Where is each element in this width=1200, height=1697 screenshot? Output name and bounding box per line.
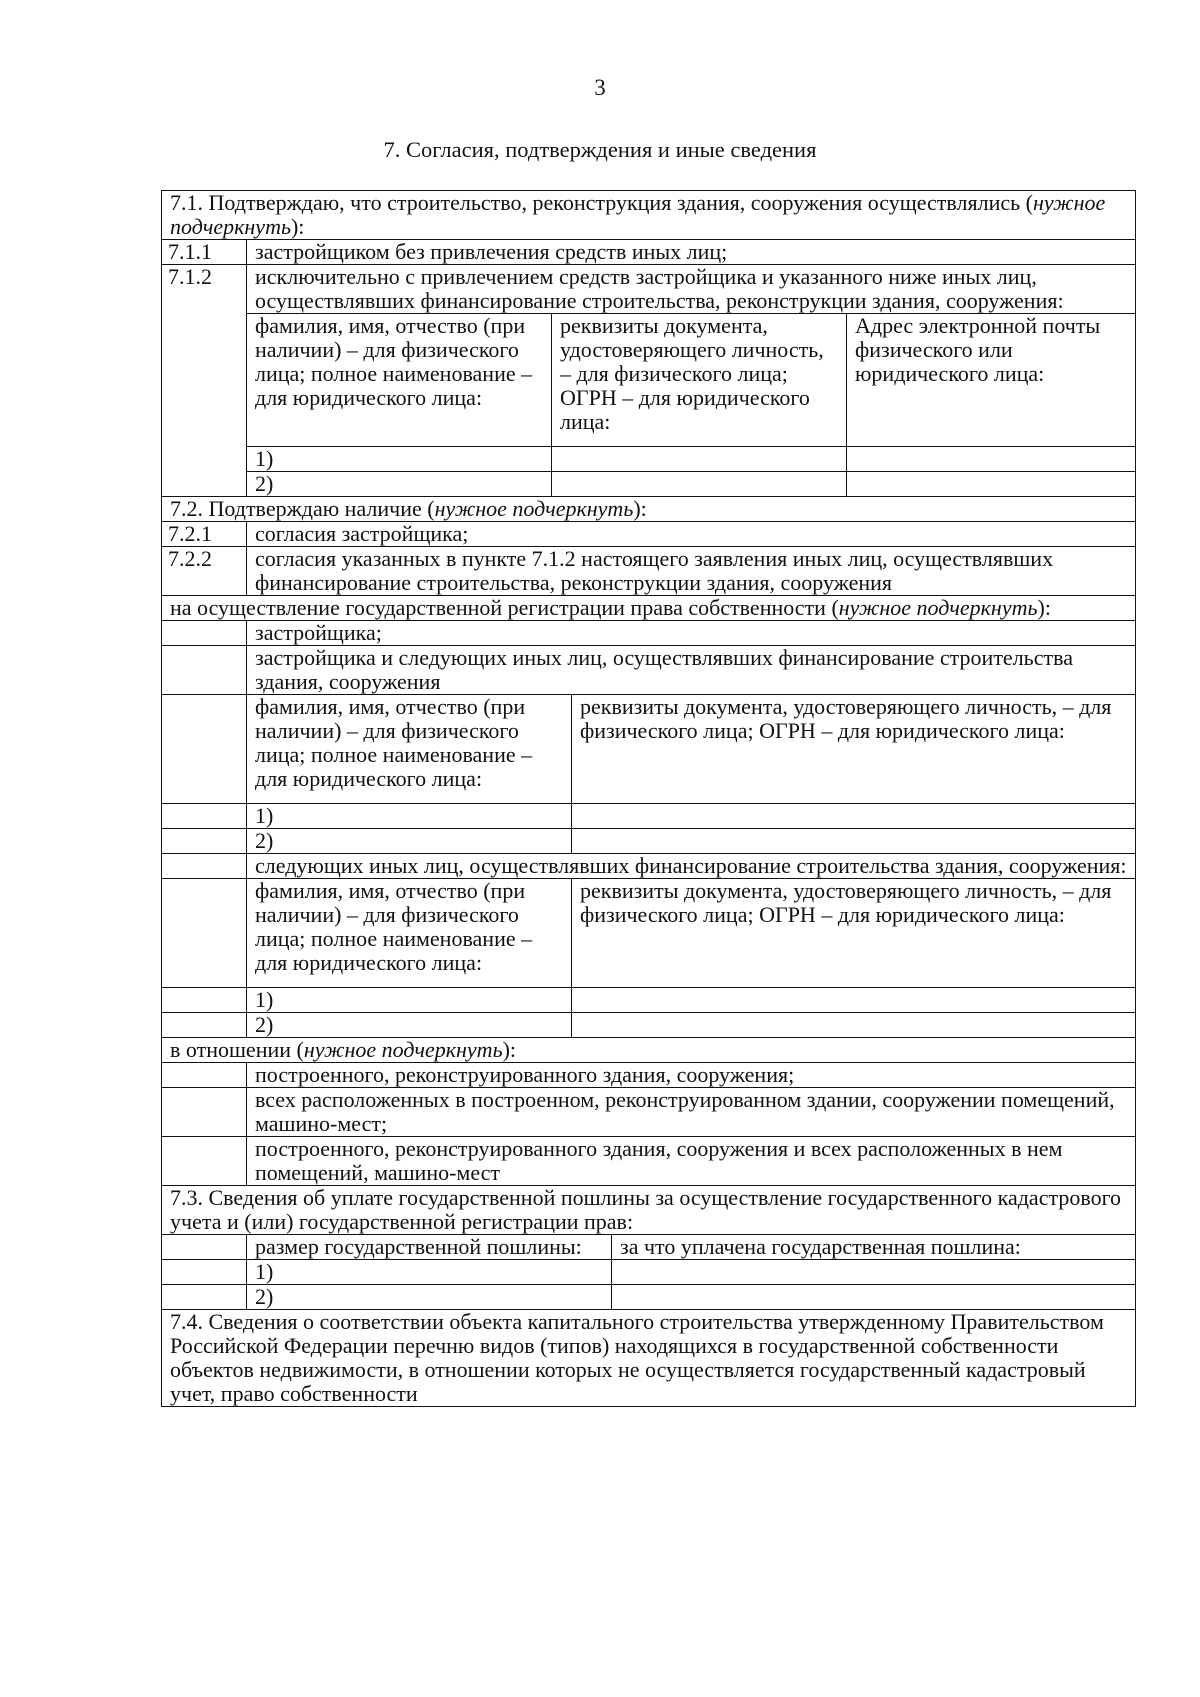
option-row xyxy=(162,1088,1136,1137)
empty-mark-cell[interactable] xyxy=(162,646,247,695)
empty-mark-cell[interactable] xyxy=(162,1088,247,1137)
item-7-2-1-text: согласия застройщика; xyxy=(247,522,1136,547)
table-row xyxy=(162,804,1136,829)
item-7-1-1-row xyxy=(162,240,1136,265)
empty-cell xyxy=(162,1260,247,1285)
section-7-2-header-row xyxy=(162,497,1136,522)
empty-mark-cell[interactable] xyxy=(162,1063,247,1088)
item-7-1-2-text: исключительно с привлечением средств застройщика и указанного ниже иных лиц, осуществлявших финансирование строительства, реконструкции здания, сооружения: xyxy=(247,265,1136,314)
option-premises: всех расположенных в построенном, реконструированном здании, сооружении помещений, машино-мест; xyxy=(247,1088,1136,1137)
page-number: 3 xyxy=(594,75,606,100)
option-developer: застройщика; xyxy=(247,621,1136,646)
table-row xyxy=(162,988,1136,1013)
section-7-1-header: 7.1. Подтверждаю, что строительство, реконструкция здания, сооружения осуществлялись (нужное подчеркнуть): xyxy=(162,191,1136,240)
table-row xyxy=(162,829,1136,854)
item-7-2-1-row xyxy=(162,522,1136,547)
empty-entry-cell[interactable] xyxy=(572,804,1136,829)
table-row xyxy=(162,1260,1136,1285)
item-7-1-1-number: 7.1.1 xyxy=(162,240,247,265)
item-7-2-2-row xyxy=(162,547,1136,596)
item-7-1-1-text: застройщиком без привлечения средств иных лиц; xyxy=(247,240,1136,265)
empty-entry-cell[interactable] xyxy=(612,1285,1136,1310)
empty-entry-cell[interactable] xyxy=(612,1260,1136,1285)
empty-mark-cell[interactable] xyxy=(162,854,247,879)
investor-name-column-header: фамилия, имя, отчество (при наличии) – для физического лица; полное наименование – для юридического лица: xyxy=(247,695,572,804)
section-7-3-header-row xyxy=(162,1186,1136,1235)
row-number-cell: 1) xyxy=(247,988,572,1013)
investor-name-column-header: фамилия, имя, отчество (при наличии) – для физического лица; полное наименование – для юридического лица: xyxy=(247,314,552,447)
investors-header-row xyxy=(162,695,1136,804)
table-row xyxy=(162,1285,1136,1310)
item-7-1-2-number: 7.1.2 xyxy=(162,265,247,497)
row-number-cell: 2) xyxy=(247,1013,572,1038)
fee-amount-column-header: размер государственной пошлины: xyxy=(247,1235,612,1260)
relation-header: в отношении (нужное подчеркнуть): xyxy=(162,1038,1136,1063)
investor-document-column-header: реквизиты документа, удостоверяющего личность, – для физического лица; ОГРН – для юридического лица: xyxy=(552,314,847,447)
section-7-4-text: 7.4. Сведения о соответствии объекта капитального строительства утвержденному Правительством Российской Федерации перечню видов (типов) находящихся в государственной собственности объектов недвижимости, в отношении которых не осуществляется государственный кадастровый учет, право собственности xyxy=(162,1310,1136,1407)
option-building: построенного, реконструированного здания, сооружения; xyxy=(247,1063,1136,1088)
empty-entry-cell[interactable] xyxy=(552,472,847,497)
row-number-cell: 2) xyxy=(247,1285,612,1310)
section-7-3-header: 7.3. Сведения об уплате государственной пошлины за осуществление государственного кадастрового учета и (или) государственной регистрации прав: xyxy=(162,1186,1136,1235)
empty-entry-cell[interactable] xyxy=(572,829,1136,854)
table-row xyxy=(162,472,1136,497)
option-row xyxy=(162,1137,1136,1186)
empty-entry-cell[interactable] xyxy=(552,447,847,472)
option-row xyxy=(162,1063,1136,1088)
option-developer-and-others: застройщика и следующих иных лиц, осуществлявших финансирование строительства здания, сооружения xyxy=(247,646,1136,695)
row-number-cell: 2) xyxy=(247,472,552,497)
empty-entry-cell[interactable] xyxy=(572,988,1136,1013)
table-row xyxy=(162,447,1136,472)
empty-cell xyxy=(162,1235,247,1260)
fee-header-row xyxy=(162,1235,1136,1260)
empty-mark-cell[interactable] xyxy=(162,1137,247,1186)
empty-cell xyxy=(162,1285,247,1310)
option-row xyxy=(162,646,1136,695)
item-7-2-2-text: согласия указанных в пункте 7.1.2 настоящего заявления иных лиц, осуществлявших финансирование строительства, реконструкции здания, сооружения xyxy=(247,547,1136,596)
row-number-cell: 1) xyxy=(247,1260,612,1285)
option-row xyxy=(162,854,1136,879)
investors-7-1-2-header-row xyxy=(162,314,1136,447)
item-7-2-2-number: 7.2.2 xyxy=(162,547,247,596)
empty-cell xyxy=(162,695,247,804)
table-row xyxy=(162,1013,1136,1038)
row-number-cell: 1) xyxy=(247,447,552,472)
section-7-4-row xyxy=(162,1310,1136,1407)
empty-mark-cell[interactable] xyxy=(162,621,247,646)
registration-header-row xyxy=(162,596,1136,621)
section-title: 7. Согласия, подтверждения и иные сведения xyxy=(383,137,817,162)
row-number-cell: 2) xyxy=(247,829,572,854)
row-number-cell: 1) xyxy=(247,804,572,829)
option-row xyxy=(162,621,1136,646)
registration-header: на осуществление государственной регистрации права собственности (нужное подчеркнуть): xyxy=(162,596,1136,621)
empty-cell xyxy=(162,804,247,829)
option-other-persons: следующих иных лиц, осуществлявших финансирование строительства здания, сооружения: xyxy=(247,854,1136,879)
empty-entry-cell[interactable] xyxy=(572,1013,1136,1038)
empty-entry-cell[interactable] xyxy=(847,472,1136,497)
item-7-2-1-number: 7.2.1 xyxy=(162,522,247,547)
investor-email-column-header: Адрес электронной почты физического или юридического лица: xyxy=(847,314,1136,447)
consents-table xyxy=(161,190,1136,1407)
empty-cell xyxy=(162,879,247,988)
section-7-2-header: 7.2. Подтверждаю наличие (нужное подчеркнуть): xyxy=(162,497,1136,522)
relation-header-row xyxy=(162,1038,1136,1063)
option-building-and-premises: построенного, реконструированного здания, сооружения и всех расположенных в нем помещений, машино-мест xyxy=(247,1137,1136,1186)
investor-document-column-header: реквизиты документа, удостоверяющего личность, – для физического лица; ОГРН – для юридического лица: xyxy=(572,695,1136,804)
empty-cell xyxy=(162,1013,247,1038)
investor-name-column-header: фамилия, имя, отчество (при наличии) – для физического лица; полное наименование – для юридического лица: xyxy=(247,879,572,988)
investors-header-row xyxy=(162,879,1136,988)
section-7-1-header-row xyxy=(162,191,1136,240)
investor-document-column-header: реквизиты документа, удостоверяющего личность, – для физического лица; ОГРН – для юридического лица: xyxy=(572,879,1136,988)
fee-purpose-column-header: за что уплачена государственная пошлина: xyxy=(612,1235,1136,1260)
empty-cell xyxy=(162,988,247,1013)
empty-entry-cell[interactable] xyxy=(847,447,1136,472)
item-7-1-2-row xyxy=(162,265,1136,314)
empty-cell xyxy=(162,829,247,854)
